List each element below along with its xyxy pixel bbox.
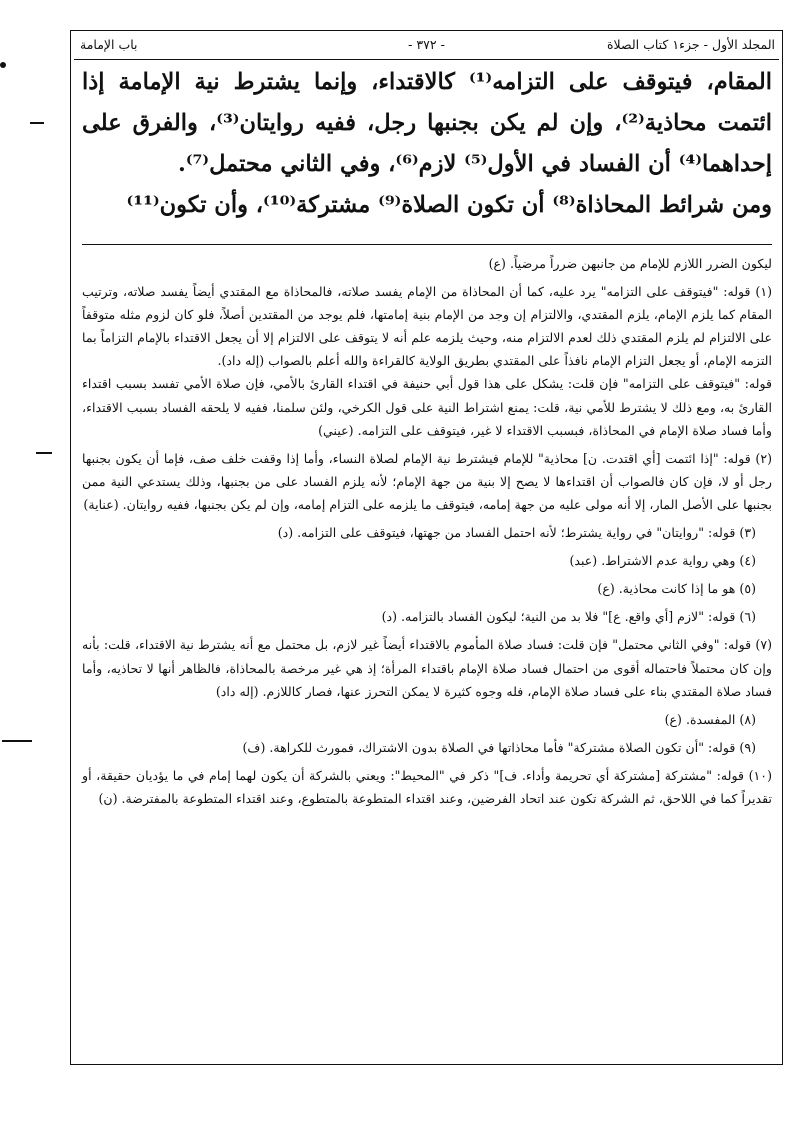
footnote: (٥) هو ما إذا كانت محاذية. (ع) xyxy=(597,581,756,597)
header-rule xyxy=(74,59,779,60)
scan-mark xyxy=(36,452,52,454)
footnote: (٨) المفسدة. (ع) xyxy=(664,711,756,727)
footnote: (٤) وهي رواية عدم الاشتراط. (عبد) xyxy=(569,553,756,569)
footnote: قوله: "فيتوقف على التزامه" فإن قلت: يشكل على هذا قول أبي حنيفة في اقتداء القارئ بالأمي، فإن صلاة الأمي تفسد بسبب اقتداء القارئ به، ومع ذلك لا يشترط للأمي نية، قلت: يمنع اشتراط النية على قول الكرخي، ولئن سلمنا، ففيه لا يلحقه الفساد بسبب الاقتداء، وأما فساد صلاة الإمام في المحاذاة، فبسبب الاقتداء لا غير، فيتوقف على التزامه. (عيني) xyxy=(82,376,772,438)
main-text xyxy=(82,62,772,226)
footnote: (٧) قوله: "وفي الثاني محتمل" فإن قلت: فساد صلاة المأموم بالاقتداء أيضاً غير لازم، بل محتمل مع أنه يشترط نية الاقتداء، قلت: بأنه وإن كان محتملاً فاحتماله أقوى من احتمال فساد صلاة الإمام باقتداء المرأة؛ إذ هي غير مرخصة بالمحاذاة، فالظاهر أنها لا تحاذيه، وأما فساد صلاة المقتدي بناء على فساد صلاة الإمام، فله وجوه كثيرة لا يمكن التحرز عنها، فصار كاللازم. (إله داد) xyxy=(82,637,772,699)
scan-mark xyxy=(2,740,32,742)
running-header xyxy=(74,33,779,57)
main-paragraph: المقام، فيتوقف على التزامه⁽¹⁾ كالاقتداء، وإنما يشترط نية الإمامة إذا ائتمت محاذية⁽²⁾، وإن لم يكن بجنبها رجل، ففيه روايتان⁽³⁾، والفرق على إحداهما⁽⁴⁾ أن الفساد في الأول⁽⁵⁾ لازم⁽⁶⁾، وفي الثاني محتمل⁽⁷⁾. xyxy=(82,69,773,177)
footnote: (٣) قوله: "روايتان" في رواية يشترط؛ لأنه احتمل الفساد من جهتها، فيتوقف على التزامه. (د) xyxy=(277,525,756,541)
scan-mark xyxy=(30,122,44,124)
footnotes xyxy=(82,252,772,810)
scan-mark xyxy=(0,62,6,68)
footnote: (٢) قوله: "إذا ائتمت [أي اقتدت. ن] محاذية" للإمام فيشترط نية الإمام لصلاة النساء، وأما إذا وقفت خلف صف، فإما أن يكون بجنبها رجل أو لا، فإن كان فالصواب أن اقتداءها لا يصح إلا بنية من جهة الإمام؛ لأنه يلزم الفساد على من بجنبها، وذلك يستدعي النية ممن بجنبها على الأصل المار، إلا أنه مولى عليه من جهة إمامه، فيتوقف ما يلزمه على التزام إمامه، وإن لم يكن بجنبها، ففيه روايتان. (عناية) xyxy=(82,450,772,512)
footnote: (٦) قوله: "لازم [أي واقع. ع]" فلا بد من النية؛ ليكون الفساد بالتزامه. (د) xyxy=(381,609,756,625)
footnote: (١٠) قوله: "مشتركة [مشتركة أي تحريمة وأداء. ف]" ذكر في "المحيط": ويعني بالشركة أن يكون لهما إمام في ما يؤديان حقيقة، أو تقديراً كما في اللاحق، ثم الشركة تكون عند اتحاد الفرضين، وعند اقتداء المتطوعة بالمتطوع، وعند اقتداء المتطوعة بالمفترضة. (ن) xyxy=(82,767,772,806)
page-number: - ٣٧٢ - xyxy=(407,37,446,52)
footnote: (١) قوله: "فيتوقف على التزامه" يرد عليه، كما أن المحاذاة من الإمام يفسد صلاته، فالمحاذاة مع المقتدي أيضاً يفسد صلاته، وترتيب المقام كما يلزم الإمام، يلزم المقتدي، والالتزام إن وجد من الإمام بنية إمامتها، فلم يوجد من المقتدين أصلاً، فلو كان لزوم مثله متوقفاً على الالتزام لم يلزم المقتدي ذلك لعدم الالتزام منه، وحيث يلزمه علم أنه لا يتوقف على الالتزام إلا أن يجعل الاقتداء بالإمام التزاماً بما التزمه الإمام، أو يجعل التزام الإمام نافذاً على المقتدي بطريق الولاية كالقراءة والله أعلم بالصواب (إله داد). xyxy=(82,284,772,369)
footnote: (٩) قوله: "أن تكون الصلاة مشتركة" فأما محاذاتها في الصلاة بدون الاشتراك، فمورث للكراهة. (ف) xyxy=(242,739,756,755)
footnote-separator xyxy=(82,244,772,245)
header-chapter: باب الإمامة xyxy=(80,37,138,52)
footnote-continuation: ليكون الضرر اللازم للإمام من جانبهن ضرراً مرضياً. (ع) xyxy=(488,256,772,271)
main-paragraph: ومن شرائط المحاذاة⁽⁸⁾ أن تكون الصلاة⁽⁹⁾ مشتركة⁽¹⁰⁾، وأن تكون⁽¹¹⁾ xyxy=(126,192,772,218)
header-volume-info: المجلد الأول - جزء١ كتاب الصلاة xyxy=(606,37,775,52)
